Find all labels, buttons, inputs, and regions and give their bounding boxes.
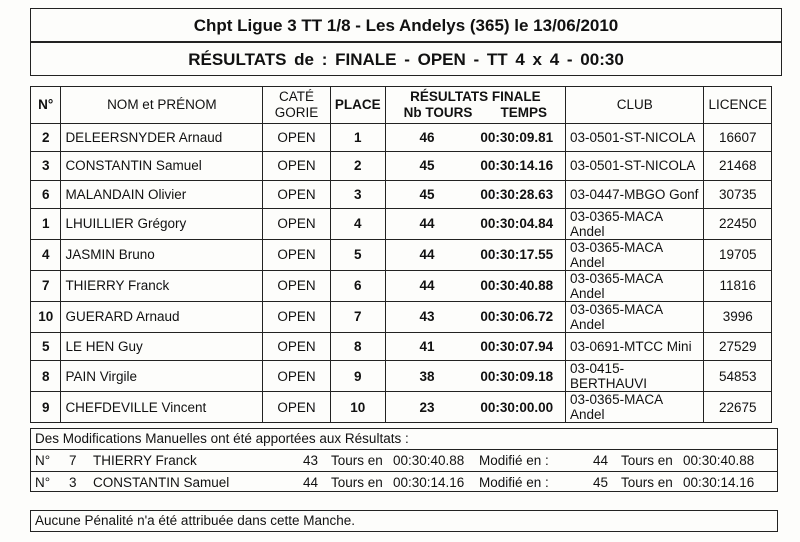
row-tours: 43 [385,301,468,332]
mod-new-tours-en: Tours en [621,475,673,490]
table-row [31,301,772,332]
col-header-category-line2: GORIE [274,105,319,120]
mod-new-tours-en: Tours en [621,453,673,468]
table-row [31,152,772,180]
col-header-results [385,87,565,124]
row-place: 4 [330,208,385,239]
row-time: 00:30:17.55 [468,239,565,270]
row-place: 9 [330,361,385,392]
row-time: 00:30:28.63 [468,180,565,208]
document-title: Chpt Ligue 3 TT 1/8 - Les Andelys (365) le 13/06/2010 [30,8,782,42]
modification-row [31,471,777,493]
col-header-name: NOM et PRÉNOM [61,87,263,124]
mod-name: THIERRY Franck [93,453,197,468]
row-category: OPEN [263,392,331,423]
table-row [31,180,772,208]
row-club: 03-0365-MACA Andel [566,208,704,239]
mod-modified-label: Modifié en : [479,453,549,468]
row-category: OPEN [263,270,331,301]
col-header-place: PLACE [330,87,385,124]
row-name: JASMIN Bruno [61,239,263,270]
mod-tours-en: Tours en [331,453,383,468]
mod-name: CONSTANTIN Samuel [93,475,230,490]
row-club: 03-0365-MACA Andel [566,301,704,332]
row-place: 7 [330,301,385,332]
row-no: 5 [31,332,61,360]
modification-row [31,450,777,471]
row-category: OPEN [263,332,331,360]
row-no: 3 [31,152,61,180]
table-row [31,361,772,392]
row-name: DELEERSNYDER Arnaud [61,124,263,152]
row-club: 03-0501-ST-NICOLA [566,152,704,180]
row-tours: 45 [385,180,468,208]
row-licence: 3996 [704,301,772,332]
row-tours: 41 [385,332,468,360]
row-category: OPEN [263,208,331,239]
row-no: 6 [31,180,61,208]
row-name: THIERRY Franck [61,270,263,301]
col-header-no: N° [31,87,61,124]
mod-tours-en: Tours en [331,475,383,490]
row-place: 6 [330,270,385,301]
row-category: OPEN [263,301,331,332]
results-subtitle: RÉSULTATS de : FINALE - OPEN - TT 4 x 4 - 00:30 [30,42,782,76]
row-time: 00:30:04.84 [468,208,565,239]
mod-old-tours: 43 [303,453,319,468]
row-tours: 44 [385,239,468,270]
mod-old-time: 00:30:14.16 [393,475,465,490]
row-name: LE HEN Guy [61,332,263,360]
mod-old-time: 00:30:40.88 [393,453,465,468]
row-time: 00:30:06.72 [468,301,565,332]
row-category: OPEN [263,152,331,180]
table-header-row [31,87,772,124]
row-licence: 22450 [704,208,772,239]
modifications-header: Des Modifications Manuelles ont été apportées aux Résultats : [31,429,777,450]
row-time: 00:30:09.81 [468,124,565,152]
col-header-category-line1: CATÉ [279,89,315,104]
row-tours: 38 [385,361,468,392]
row-category: OPEN [263,124,331,152]
row-licence: 11816 [704,270,772,301]
row-club: 03-0691-MTCC Mini [566,332,704,360]
results-table [30,86,772,423]
table-row [31,239,772,270]
mod-no: 7 [69,453,77,468]
table-row [31,124,772,152]
row-licence: 19705 [704,239,772,270]
row-club: 03-0365-MACA Andel [566,239,704,270]
col-header-tours: Nb TOURS [403,105,473,120]
row-category: OPEN [263,239,331,270]
row-licence: 16607 [704,124,772,152]
col-header-results-title: RÉSULTATS FINALE [410,89,541,104]
row-name: GUERARD Arnaud [61,301,263,332]
col-header-category [263,87,331,124]
mod-old-tours: 44 [303,475,319,490]
row-licence: 30735 [704,180,772,208]
row-place: 8 [330,332,385,360]
mod-new-time: 00:30:14.16 [683,475,755,490]
row-club: 03-0415-BERTHAUVI [566,361,704,392]
row-time: 00:30:40.88 [468,270,565,301]
row-place: 3 [330,180,385,208]
row-club: 03-0365-MACA Andel [566,392,704,423]
col-header-licence: LICENCE [704,87,772,124]
row-licence: 54853 [704,361,772,392]
row-club: 03-0447-MBGO Gonf [566,180,704,208]
table-row [31,270,772,301]
row-category: OPEN [263,180,331,208]
manual-modifications-box [30,428,778,492]
row-category: OPEN [263,361,331,392]
row-club: 03-0501-ST-NICOLA [566,124,704,152]
row-tours: 44 [385,208,468,239]
row-tours: 46 [385,124,468,152]
mod-no: 3 [69,475,77,490]
row-no: 2 [31,124,61,152]
row-name: LHUILLIER Grégory [61,208,263,239]
row-club: 03-0365-MACA Andel [566,270,704,301]
row-no: 10 [31,301,61,332]
row-tours: 44 [385,270,468,301]
row-no: 1 [31,208,61,239]
penalty-notice: Aucune Pénalité n'a été attribuée dans cette Manche. [30,510,778,532]
mod-new-tours: 45 [593,475,609,490]
row-no: 8 [31,361,61,392]
row-name: CHEFDEVILLE Vincent [61,392,263,423]
row-licence: 22675 [704,392,772,423]
mod-label: N° [35,475,51,490]
mod-new-time: 00:30:40.88 [683,453,755,468]
table-row [31,208,772,239]
row-place: 10 [330,392,385,423]
row-no: 7 [31,270,61,301]
row-place: 1 [330,124,385,152]
row-name: PAIN Virgile [61,361,263,392]
table-row [31,392,772,423]
row-time: 00:30:14.16 [468,152,565,180]
col-header-club: CLUB [566,87,704,124]
row-name: CONSTANTIN Samuel [61,152,263,180]
row-licence: 21468 [704,152,772,180]
mod-label: N° [35,453,51,468]
row-place: 2 [330,152,385,180]
row-place: 5 [330,239,385,270]
row-name: MALANDAIN Olivier [61,180,263,208]
row-time: 00:30:00.00 [468,392,565,423]
row-tours: 23 [385,392,468,423]
table-row [31,332,772,360]
row-time: 00:30:07.94 [468,332,565,360]
row-licence: 27529 [704,332,772,360]
row-tours: 45 [385,152,468,180]
row-no: 9 [31,392,61,423]
row-no: 4 [31,239,61,270]
mod-new-tours: 44 [593,453,609,468]
col-header-temps: TEMPS [500,105,547,120]
row-time: 00:30:09.18 [468,361,565,392]
mod-modified-label: Modifié en : [479,475,549,490]
